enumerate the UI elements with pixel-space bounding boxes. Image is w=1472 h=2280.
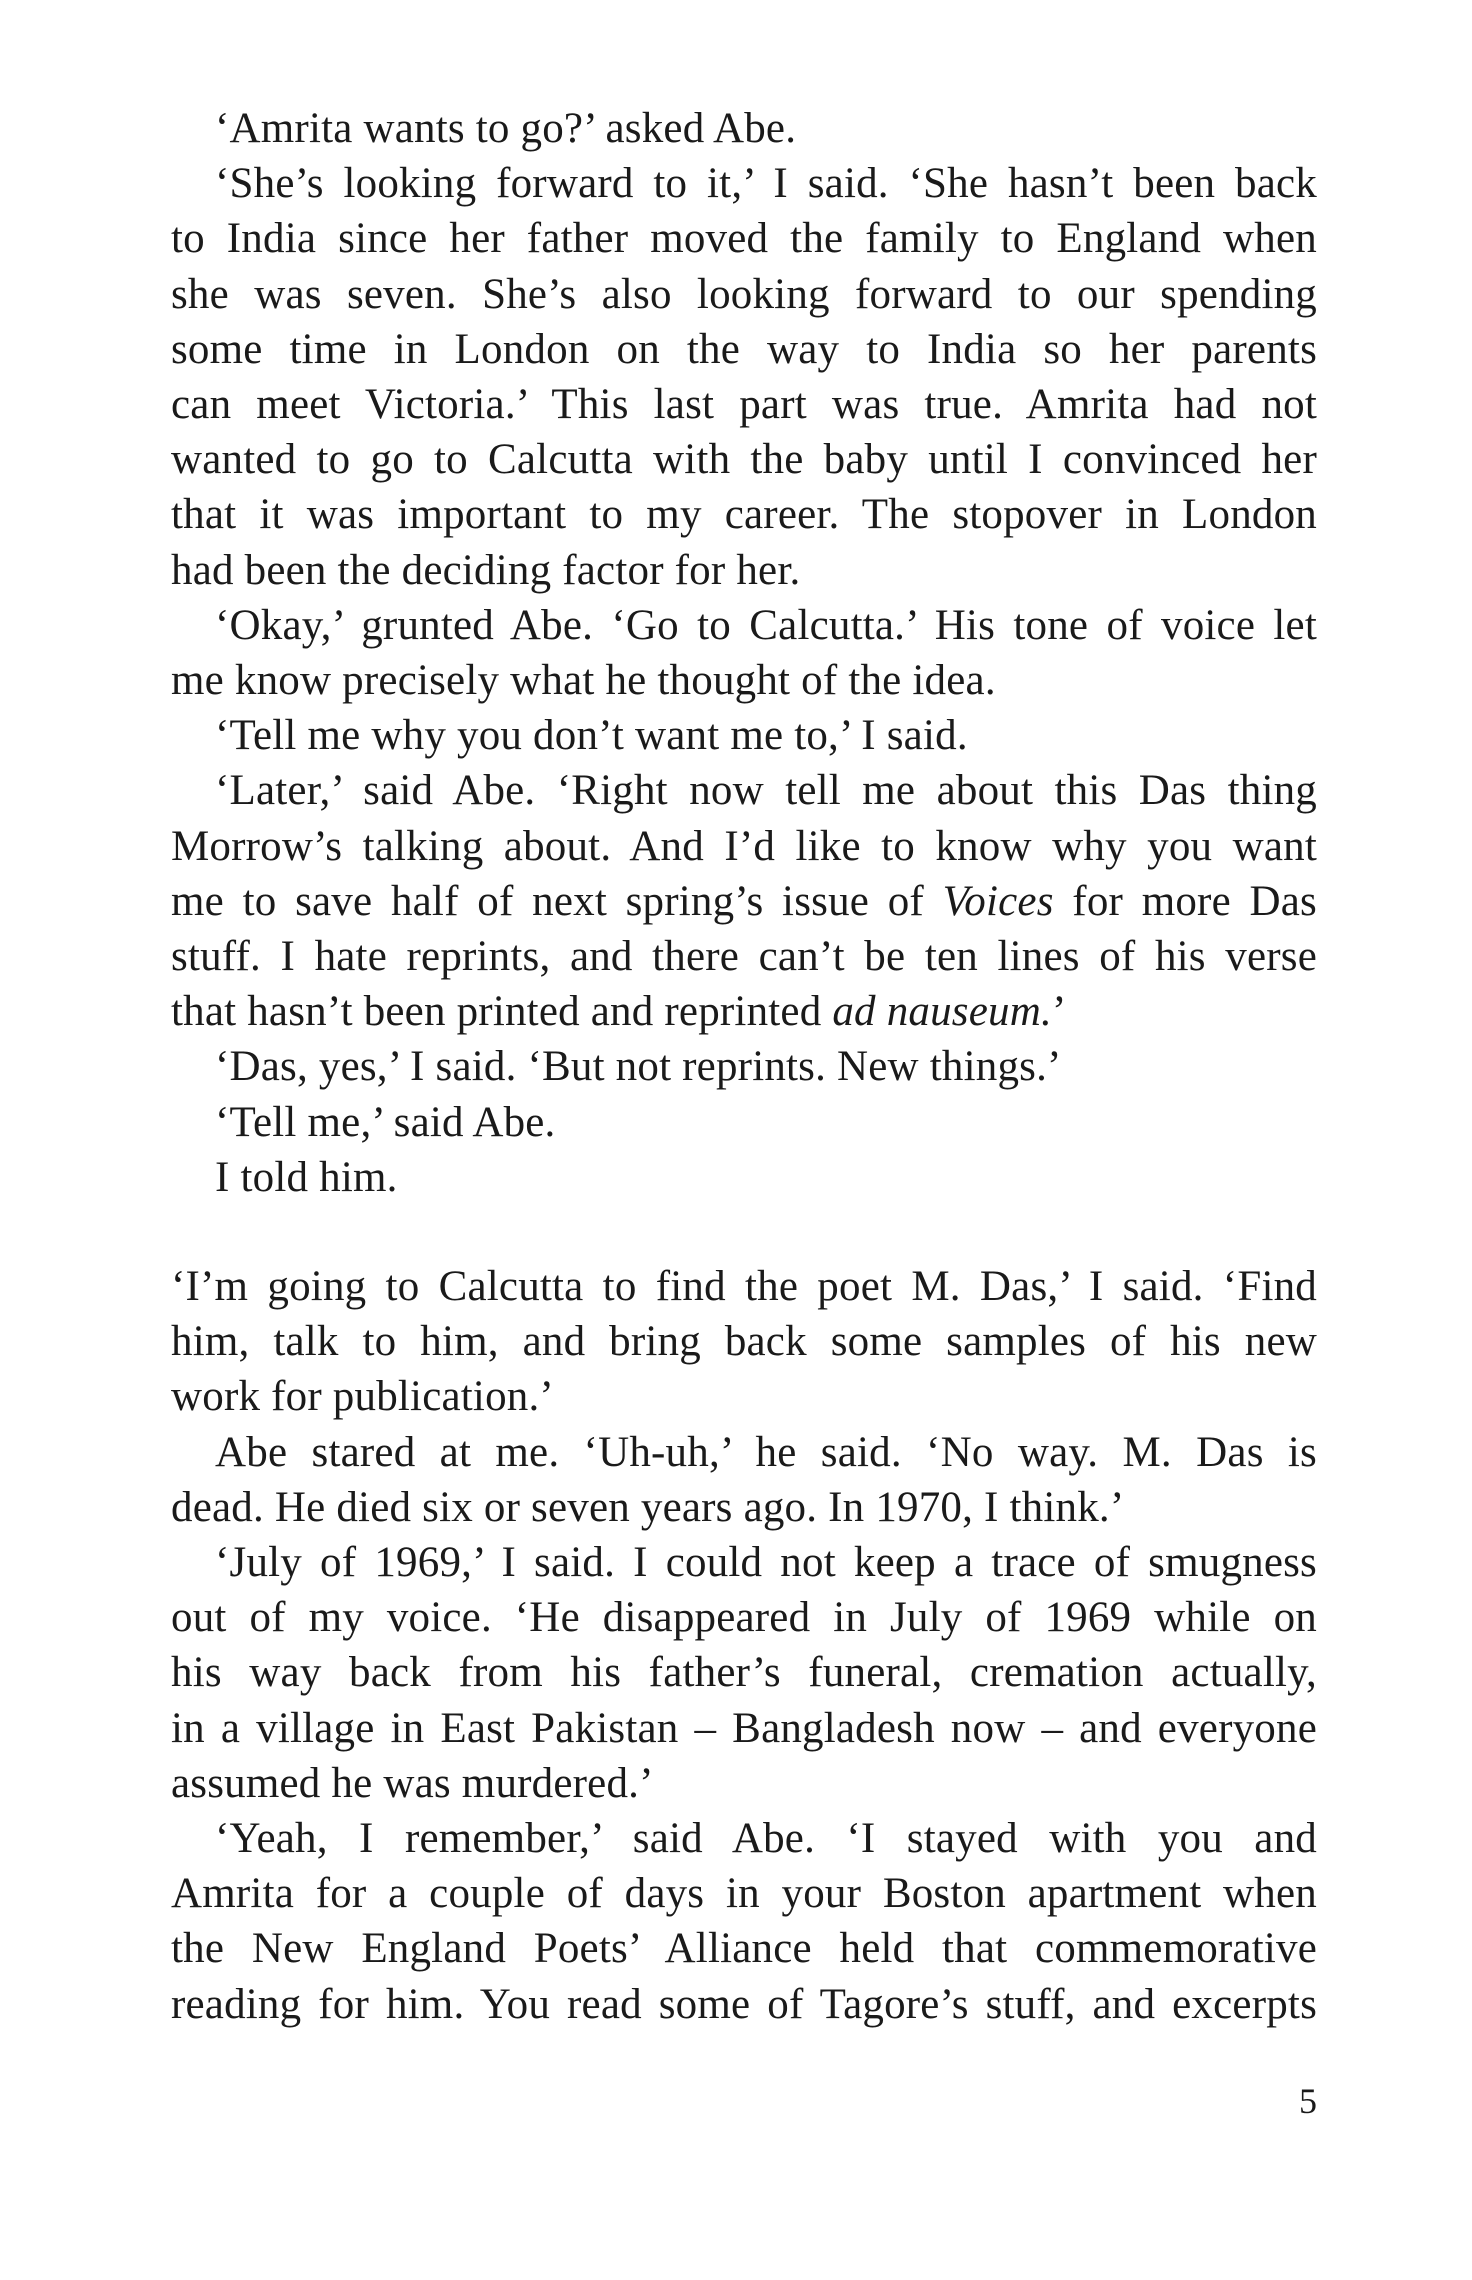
text-line: me know precisely what he thought of the idea. [171,657,996,705]
paragraph [171,763,1317,1039]
text-line: Amrita for a couple of days in your Boston apartment when [171,1870,1317,1918]
paragraph [171,156,1317,598]
text-line: dead. He died six or seven years ago. In 1970, I think.’ [171,1483,1125,1531]
text-line: wanted to go to Calcutta with the baby until I convinced her [171,436,1317,484]
text-line: Abe stared at me. ‘Uh-uh,’ he said. ‘No way. M. Das is [215,1428,1317,1476]
text-line: ‘I’m going to Calcutta to find the poet M. Das,’ I said. ‘Find [171,1263,1317,1310]
text-line: assumed he was murdered.’ [171,1759,654,1807]
text-line: stuff. I hate reprints, and there can’t be ten lines of his verse [171,933,1317,981]
text-line: the New England Poets’ Alliance held that commemorative [171,1925,1317,1973]
text-line: him, talk to him, and bring back some samples of his new [171,1318,1317,1366]
italic-phrase: ad nauseum. [832,988,1052,1036]
text-line: ‘Amrita wants to go?’ asked Abe. [215,105,797,152]
text-line: ‘She’s looking forward to it,’ I said. ‘She hasn’t been back [215,160,1317,208]
text-line: to India since her father moved the family to England when [171,215,1317,263]
paragraph [171,1425,1317,1535]
paragraph [171,1039,1317,1094]
paragraph [171,1150,1317,1205]
paragraph [171,1095,1317,1150]
text-line: that it was important to my career. The stopover in London [171,491,1317,539]
text-line: ‘July of 1969,’ I said. I could not keep a trace of smugness [215,1539,1317,1587]
text-line: ‘Yeah, I remember,’ said Abe. ‘I stayed with you and [215,1815,1317,1863]
text-line: me to save half of next spring’s issue of Voices for more Das [171,877,1317,925]
paragraph [171,101,1317,156]
text-line: in a village in East Pakistan – Bangladesh now – and everyone [171,1704,1317,1752]
text-line: out of my voice. ‘He disappeared in July of 1969 while on [171,1594,1317,1642]
text-line: ‘Later,’ said Abe. ‘Right now tell me about this Das thing [215,767,1317,815]
page-number: 5 [1299,2081,1317,2121]
paragraph [171,598,1317,708]
text-line: that hasn’t been printed and reprinted ad nauseum.’ [171,988,1067,1036]
text-section-2 [171,1259,1317,2032]
text-line: some time in London on the way to India so her parents [171,325,1317,373]
text-line: ‘Okay,’ grunted Abe. ‘Go to Calcutta.’ His tone of voice let [215,601,1317,649]
paragraph [171,1259,1317,1425]
paragraph [171,708,1317,763]
text-line: ‘Das, yes,’ I said. ‘But not reprints. New things.’ [215,1043,1062,1091]
text-line: his way back from his father’s funeral, cremation actually, [171,1649,1317,1697]
text-line: can meet Victoria.’ This last part was true. Amrita had not [171,381,1317,429]
text-section-1 [171,101,1317,1205]
paragraph [171,1535,1317,1811]
text-line: she was seven. She’s also looking forward to our spending [171,270,1317,318]
text-line: ‘Tell me,’ said Abe. [215,1098,556,1146]
text-line: Morrow’s talking about. And I’d like to know why you want [171,822,1317,870]
paragraph [171,1811,1317,2032]
italic-title: Voices [942,877,1054,925]
text-line: work for publication.’ [171,1373,554,1421]
text-line: I told him. [215,1153,398,1201]
text-line: had been the deciding factor for her. [171,546,801,594]
text-line: ‘Tell me why you don’t want me to,’ I said. [215,712,968,760]
text-line: reading for him. You read some of Tagore’s stuff, and excerpts [171,1980,1317,2028]
